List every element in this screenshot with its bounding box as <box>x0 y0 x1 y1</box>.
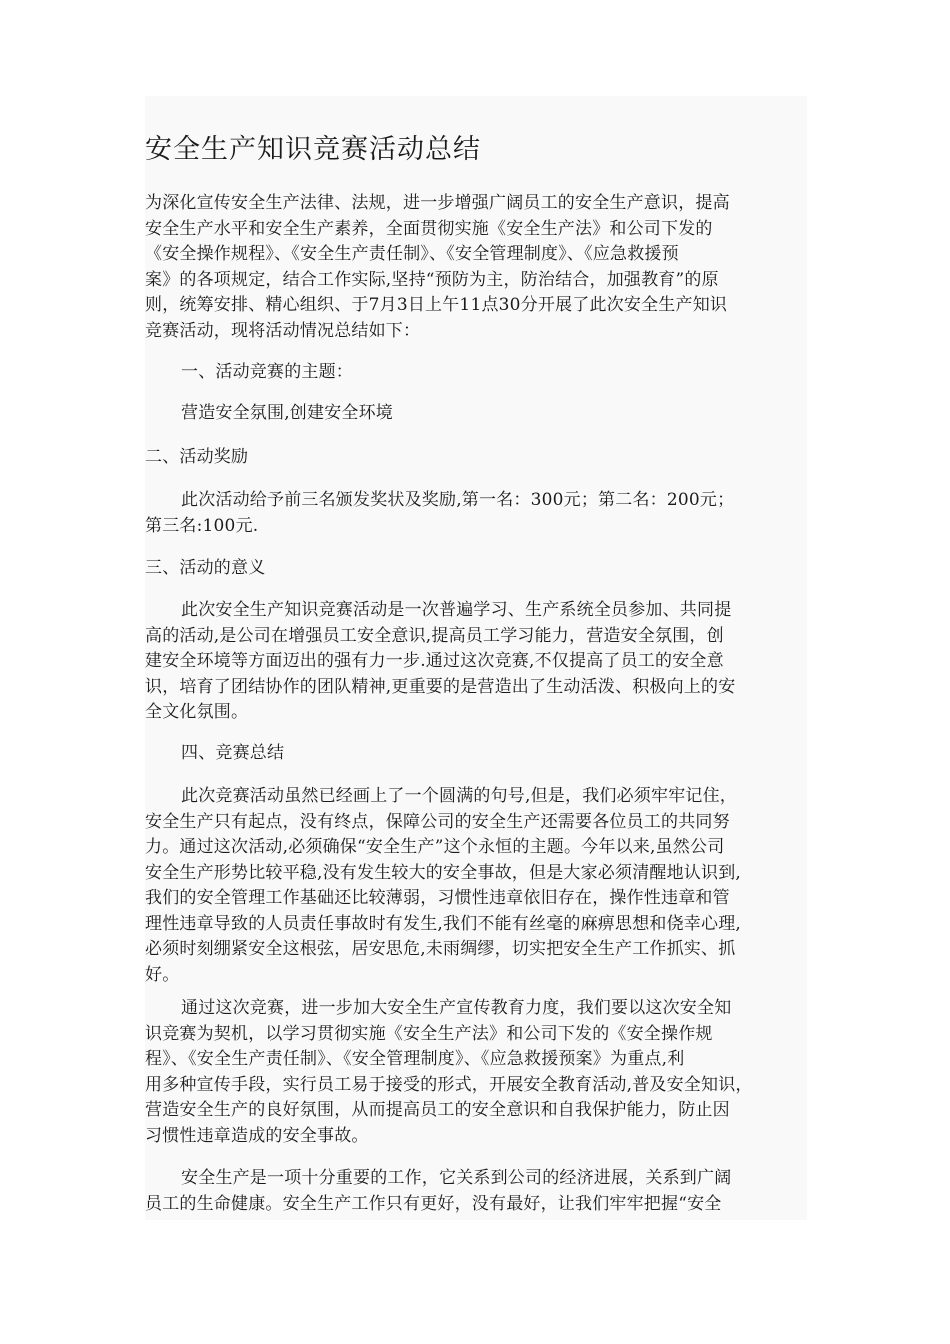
text-line: 此次竞赛活动虽然已经画上了一个圆满的句号,但是，我们必须牢牢记住， <box>181 786 738 806</box>
section-body-rewards <box>145 488 807 539</box>
section-heading-significance: 三、活动的意义 <box>145 558 266 578</box>
text-line: 用多种宣传手段，实行员工易于接受的形式，开展安全教育活动,普及安全知识， <box>145 1074 753 1095</box>
text-line: 通过这次竞赛，进一步加大安全生产宣传教育力度，我们要以这次安全知 <box>181 998 732 1018</box>
text-line: 此次活动给予前三名颁发奖状及奖励,第一名：300元；第二名：200元； <box>181 490 735 510</box>
text-line: 必须时刻绷紧安全这根弦，居安思危,未雨绸缪，切实把安全生产工作抓实、抓 <box>145 939 736 959</box>
text-line: 理性违章导致的人员责任事故时有发生,我们不能有丝毫的麻痹思想和侥幸心理, <box>145 913 742 934</box>
paragraph-closing <box>145 1166 807 1217</box>
text-line: 安全生产只有起点，没有终点，保障公司的安全生产还需要各位员工的共同努 <box>145 811 730 832</box>
text-line: 我们的安全管理工作基础还比较薄弱，习惯性违章依旧存在，操作性违章和管 <box>145 888 730 908</box>
text-line: 好。 <box>145 964 180 985</box>
text-line: 建安全环境等方面迈出的强有力一步.通过这次竞赛,不仅提高了员工的安全意 <box>145 651 724 671</box>
text-line: 此次安全生产知识竞赛活动是一次普遍学习、生产系统全员参加、共同提 <box>181 600 732 620</box>
section-body-theme: 营造安全氛围,创建安全环境 <box>181 403 394 423</box>
text-line: 程》、《安全生产责任制》、《安全管理制度》、《应急救援预案》为重点,利 <box>145 1049 685 1069</box>
document-title: 安全生产知识竞赛活动总结 <box>145 134 481 165</box>
section-heading-summary: 四、竞赛总结 <box>181 743 285 763</box>
text-line: 识竞赛为契机，以学习贯彻实施《安全生产法》和公司下发的《安全操作规 <box>145 1023 713 1044</box>
text-line: 力。通过这次活动,必须确保“安全生产”这个永恒的主题。今年以来,虽然公司 <box>145 837 725 857</box>
text-line: 为深化宣传安全生产法律、法规，进一步增强广阔员工的安全生产意识，提高 <box>145 193 730 213</box>
section-body-summary <box>145 784 807 988</box>
text-line: 则，统筹安排、精心组织、于7月3日上午11点30分开展了此次安全生产知识 <box>145 295 728 315</box>
text-line: 习惯性违章造成的安全事故。 <box>145 1125 369 1146</box>
text-line: 营造安全生产的良好氛围，从而提高员工的安全意识和自我保护能力，防止因 <box>145 1100 730 1120</box>
section-body-significance <box>145 598 807 726</box>
text-line: 高的活动,是公司在增强员工安全意识,提高员工学习能力，营造安全氛围，创 <box>145 625 724 646</box>
paragraph-promotion <box>145 996 807 1149</box>
document-content <box>145 96 807 1220</box>
text-line: 员工的生命健康。安全生产工作只有更好，没有最好，让我们牢牢把握“安全 <box>145 1193 722 1214</box>
text-line: 案》的各项规定，结合工作实际,坚持“预防为主，防治结合，加强教育”的原 <box>145 269 719 290</box>
text-line: 安全生产是一项十分重要的工作，它关系到公司的经济进展，关系到广阔 <box>181 1168 732 1188</box>
text-line: 竞赛活动，现将活动情况总结如下： <box>145 320 421 341</box>
text-line: 安全生产形势比较平稳,没有发生较大的安全事故，但是大家必须清醒地认识到, <box>145 862 742 883</box>
text-line: 安全生产水平和安全生产素养，全面贯彻实施《安全生产法》和公司下发的 <box>145 218 713 239</box>
text-line: 第三名:100元. <box>145 515 259 536</box>
section-heading-theme: 一、活动竞赛的主题： <box>181 362 353 382</box>
text-line: 识，培育了团结协作的团队精神,更重要的是营造出了生动活泼、积极向上的安 <box>145 676 736 697</box>
text-line: 《安全操作规程》、《安全生产责任制》、《安全管理制度》、《应急救援预 <box>145 244 679 264</box>
section-heading-rewards: 二、活动奖励 <box>145 447 249 467</box>
text-line: 全文化氛围。 <box>145 702 249 722</box>
intro-paragraph <box>145 191 807 344</box>
